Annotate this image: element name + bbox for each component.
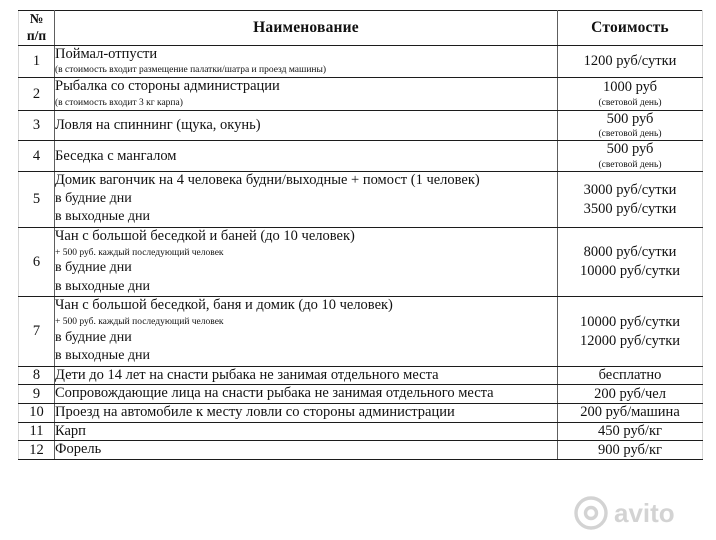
row-name (55, 227, 558, 296)
row-name (55, 110, 558, 141)
table-row (19, 141, 703, 172)
row-title: Проезд на автомобиле к месту ловли со стороны администрации (55, 404, 455, 421)
row-title: Поймал-отпусти (55, 45, 158, 62)
row-number: 12 (19, 441, 55, 460)
row-number: 7 (19, 297, 55, 366)
row-title: Домик вагончик на 4 человека будни/выходные + помост (1 человек) (55, 172, 480, 189)
row-title: Форель (55, 441, 102, 458)
row-number: 8 (19, 366, 55, 385)
row-price-main: 900 руб/кг (598, 441, 662, 458)
row-number: 9 (19, 385, 55, 404)
row-price-weekend: 12000 руб/сутки (579, 332, 681, 349)
table-row (19, 385, 703, 404)
row-name (55, 45, 558, 78)
table-row (19, 227, 703, 296)
row-note: + 500 руб. каждый последующий человек (55, 247, 224, 258)
table-row (19, 366, 703, 385)
row-price-main: 1200 руб/сутки (583, 52, 677, 69)
row-price-note: (световой день) (598, 129, 662, 140)
row-title: Дети до 14 лет на снасти рыбака не занимая отдельного места (55, 366, 439, 383)
row-number: 5 (19, 172, 55, 228)
row-name (55, 78, 558, 111)
row-price-weekday: 10000 руб/сутки (579, 313, 681, 330)
row-price (558, 366, 703, 385)
row-price-main: 200 руб/машина (580, 404, 680, 421)
row-number: 4 (19, 141, 55, 172)
row-title: Рыбалка со стороны администрации (55, 78, 280, 95)
row-price-main: 1000 руб (602, 79, 658, 96)
row-price (558, 172, 703, 228)
header-number-line1: № (29, 11, 44, 26)
row-price-main: 500 руб (606, 141, 654, 158)
table-row (19, 422, 703, 441)
row-price-main: 450 руб/кг (598, 422, 662, 439)
row-number: 11 (19, 422, 55, 441)
row-title: Чан с большой беседкой и баней (до 10 человек) (55, 227, 355, 244)
row-price (558, 141, 703, 172)
row-price (558, 78, 703, 111)
price-table (18, 10, 703, 460)
row-name (55, 172, 558, 228)
row-title: Чан с большой беседкой, баня и домик (до 10 человек) (55, 297, 393, 314)
row-price-weekday: 8000 руб/сутки (583, 244, 677, 261)
table-row (19, 297, 703, 366)
table-body (19, 45, 703, 459)
row-note: + 500 руб. каждый последующий человек (55, 316, 224, 327)
row-name (55, 141, 558, 172)
row-price (558, 45, 703, 78)
row-name (55, 385, 558, 404)
row-price-main: 200 руб/чел (594, 385, 666, 402)
header-row (19, 11, 703, 46)
row-option-weekday: в будние дни (55, 190, 132, 206)
header-cell-price: Стоимость (558, 11, 703, 46)
row-price-note: (световой день) (598, 159, 662, 170)
avito-watermark-logo (570, 492, 710, 534)
row-note: (в стоимость входит 3 кг карпа) (55, 97, 183, 108)
header-number-line2: п/п (26, 27, 47, 43)
row-price-weekday: 3000 руб/сутки (583, 181, 677, 198)
table-row (19, 172, 703, 228)
row-option-weekday: в будние дни (55, 260, 132, 276)
row-name (55, 404, 558, 423)
table-row (19, 404, 703, 423)
row-number: 1 (19, 45, 55, 78)
row-number: 6 (19, 227, 55, 296)
table-row (19, 45, 703, 78)
row-number: 2 (19, 78, 55, 111)
row-price-main: 500 руб (606, 110, 654, 127)
avito-watermark-text: avito (614, 498, 675, 528)
header-cell-name: Наименование (55, 11, 558, 46)
row-number: 3 (19, 110, 55, 141)
row-number: 10 (19, 404, 55, 423)
row-price-weekend: 10000 руб/сутки (579, 263, 681, 280)
row-note: (в стоимость входит размещение палатки/шатра и проезд машины) (55, 65, 327, 76)
row-name (55, 297, 558, 366)
row-price (558, 110, 703, 141)
row-option-weekend: в выходные дни (55, 278, 151, 294)
row-title: Сопровождающие лица на снасти рыбака не занимая отдельного места (55, 385, 494, 402)
avito-watermark (570, 492, 710, 534)
row-price (558, 385, 703, 404)
table-row (19, 441, 703, 460)
table-row (19, 110, 703, 141)
table-header (19, 11, 703, 46)
row-option-weekday: в будние дни (55, 329, 132, 345)
row-price-note: (световой день) (598, 97, 662, 108)
row-title: Беседка с мангалом (55, 147, 177, 164)
row-name (55, 441, 558, 460)
row-name (55, 422, 558, 441)
row-price (558, 227, 703, 296)
row-name (55, 366, 558, 385)
row-price (558, 441, 703, 460)
row-title: Карп (55, 422, 86, 439)
table-row (19, 78, 703, 111)
row-option-weekend: в выходные дни (55, 209, 151, 225)
row-price-main: бесплатно (598, 366, 662, 383)
row-price (558, 422, 703, 441)
row-title: Ловля на спиннинг (щука, окунь) (55, 116, 261, 133)
row-price-weekend: 3500 руб/сутки (583, 200, 677, 217)
row-price (558, 404, 703, 423)
row-option-weekend: в выходные дни (55, 348, 151, 364)
row-price (558, 297, 703, 366)
header-cell-number (19, 11, 55, 46)
